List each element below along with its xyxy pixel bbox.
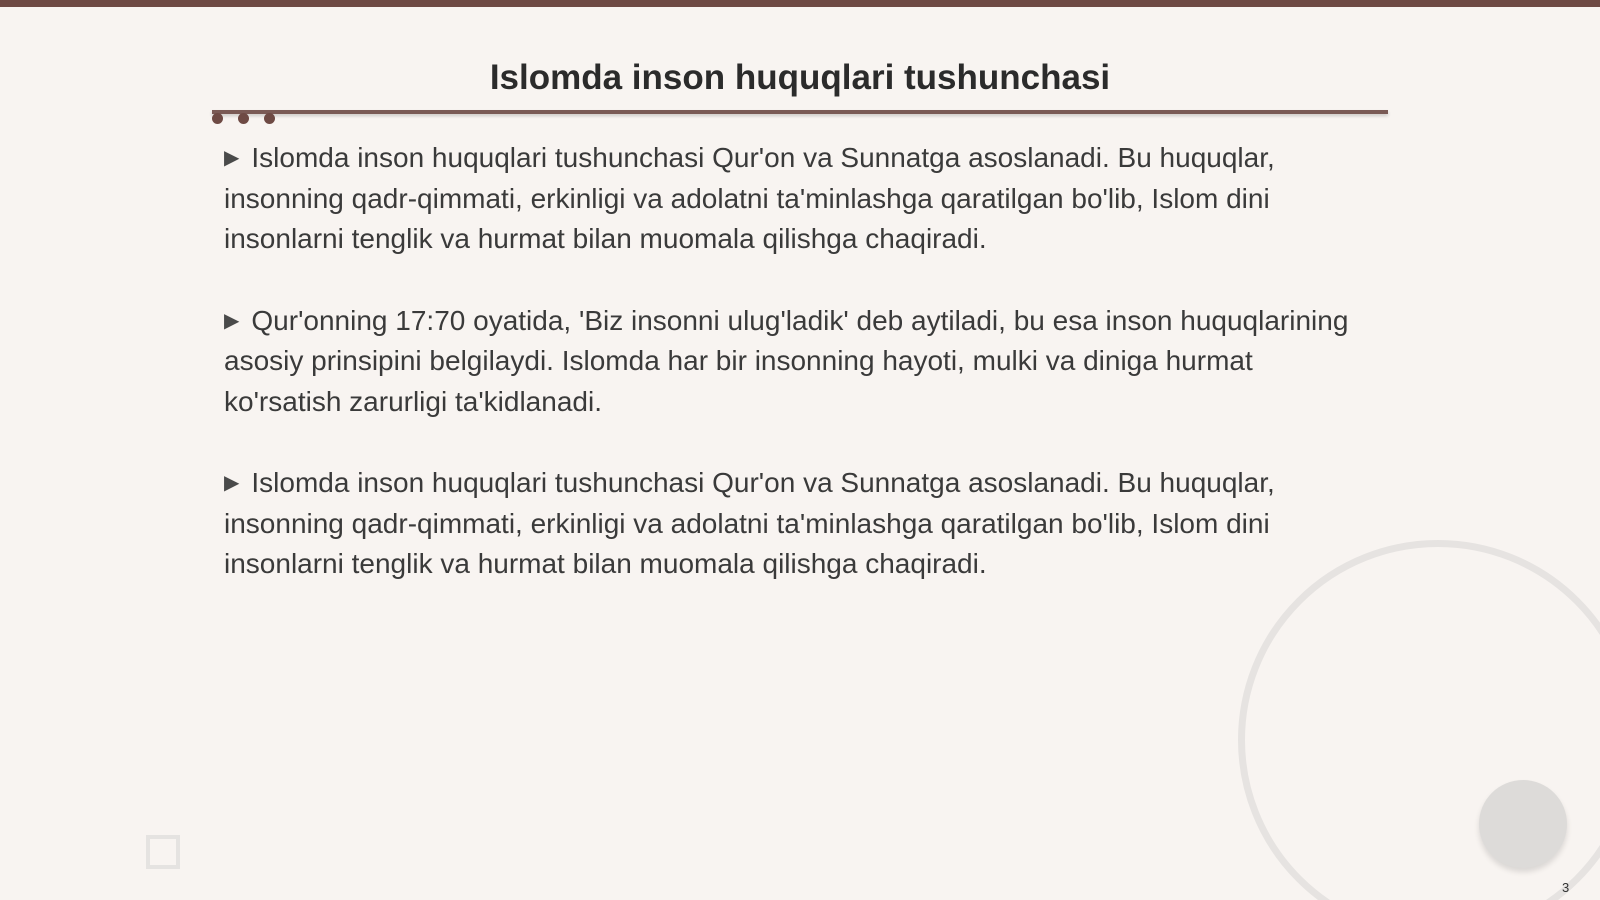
decorative-square [146,835,180,869]
bullet-text: Qur'onning 17:70 oyatida, 'Biz insonni ulug'ladik' deb aytiladi, bu esa inson huquqlarining asosiy prinsipini belgilaydi. Islomda har bir insonning hayoti, mulki va diniga hurmat ko'rsatish zarurligi ta'kidlanadi. [224,304,1349,417]
triangle-bullet-icon: ▶ [224,147,240,169]
page-number: 3 [1562,880,1570,895]
bullet-item [224,301,1374,423]
decorative-disc [1479,780,1567,868]
bullet-text: Islomda inson huquqlari tushunchasi Qur'on va Sunnatga asoslanadi. Bu huquqlar, insonning qadr-qimmati, erkinligi va adolatni ta'minlashga qaratilgan bo'lib, Islom dini insonlarni tenglik va hurmat bilan muomala qilishga chaqiradi. [224,142,1275,254]
decorative-dot [264,113,275,124]
bullet-item [224,463,1374,585]
slide-title: Islomda inson huquqlari tushunchasi [489,58,1111,97]
top-accent-bar [0,0,1600,7]
bullet-text: Islomda inson huquqlari tushunchasi Qur'on va Sunnatga asoslanadi. Bu huquqlar, insonning qadr-qimmati, erkinligi va adolatni ta'minlashga qaratilgan bo'lib, Islom dini insonlarni tenglik va hurmat bilan muomala qilishga chaqiradi. [224,467,1275,579]
bullet-list [224,138,1374,626]
decorative-dot [238,113,249,124]
triangle-bullet-icon: ▶ [224,472,240,494]
bullet-item [224,138,1374,260]
decorative-dot [212,113,223,124]
triangle-bullet-icon: ▶ [224,309,240,332]
title-underline [212,110,1388,114]
